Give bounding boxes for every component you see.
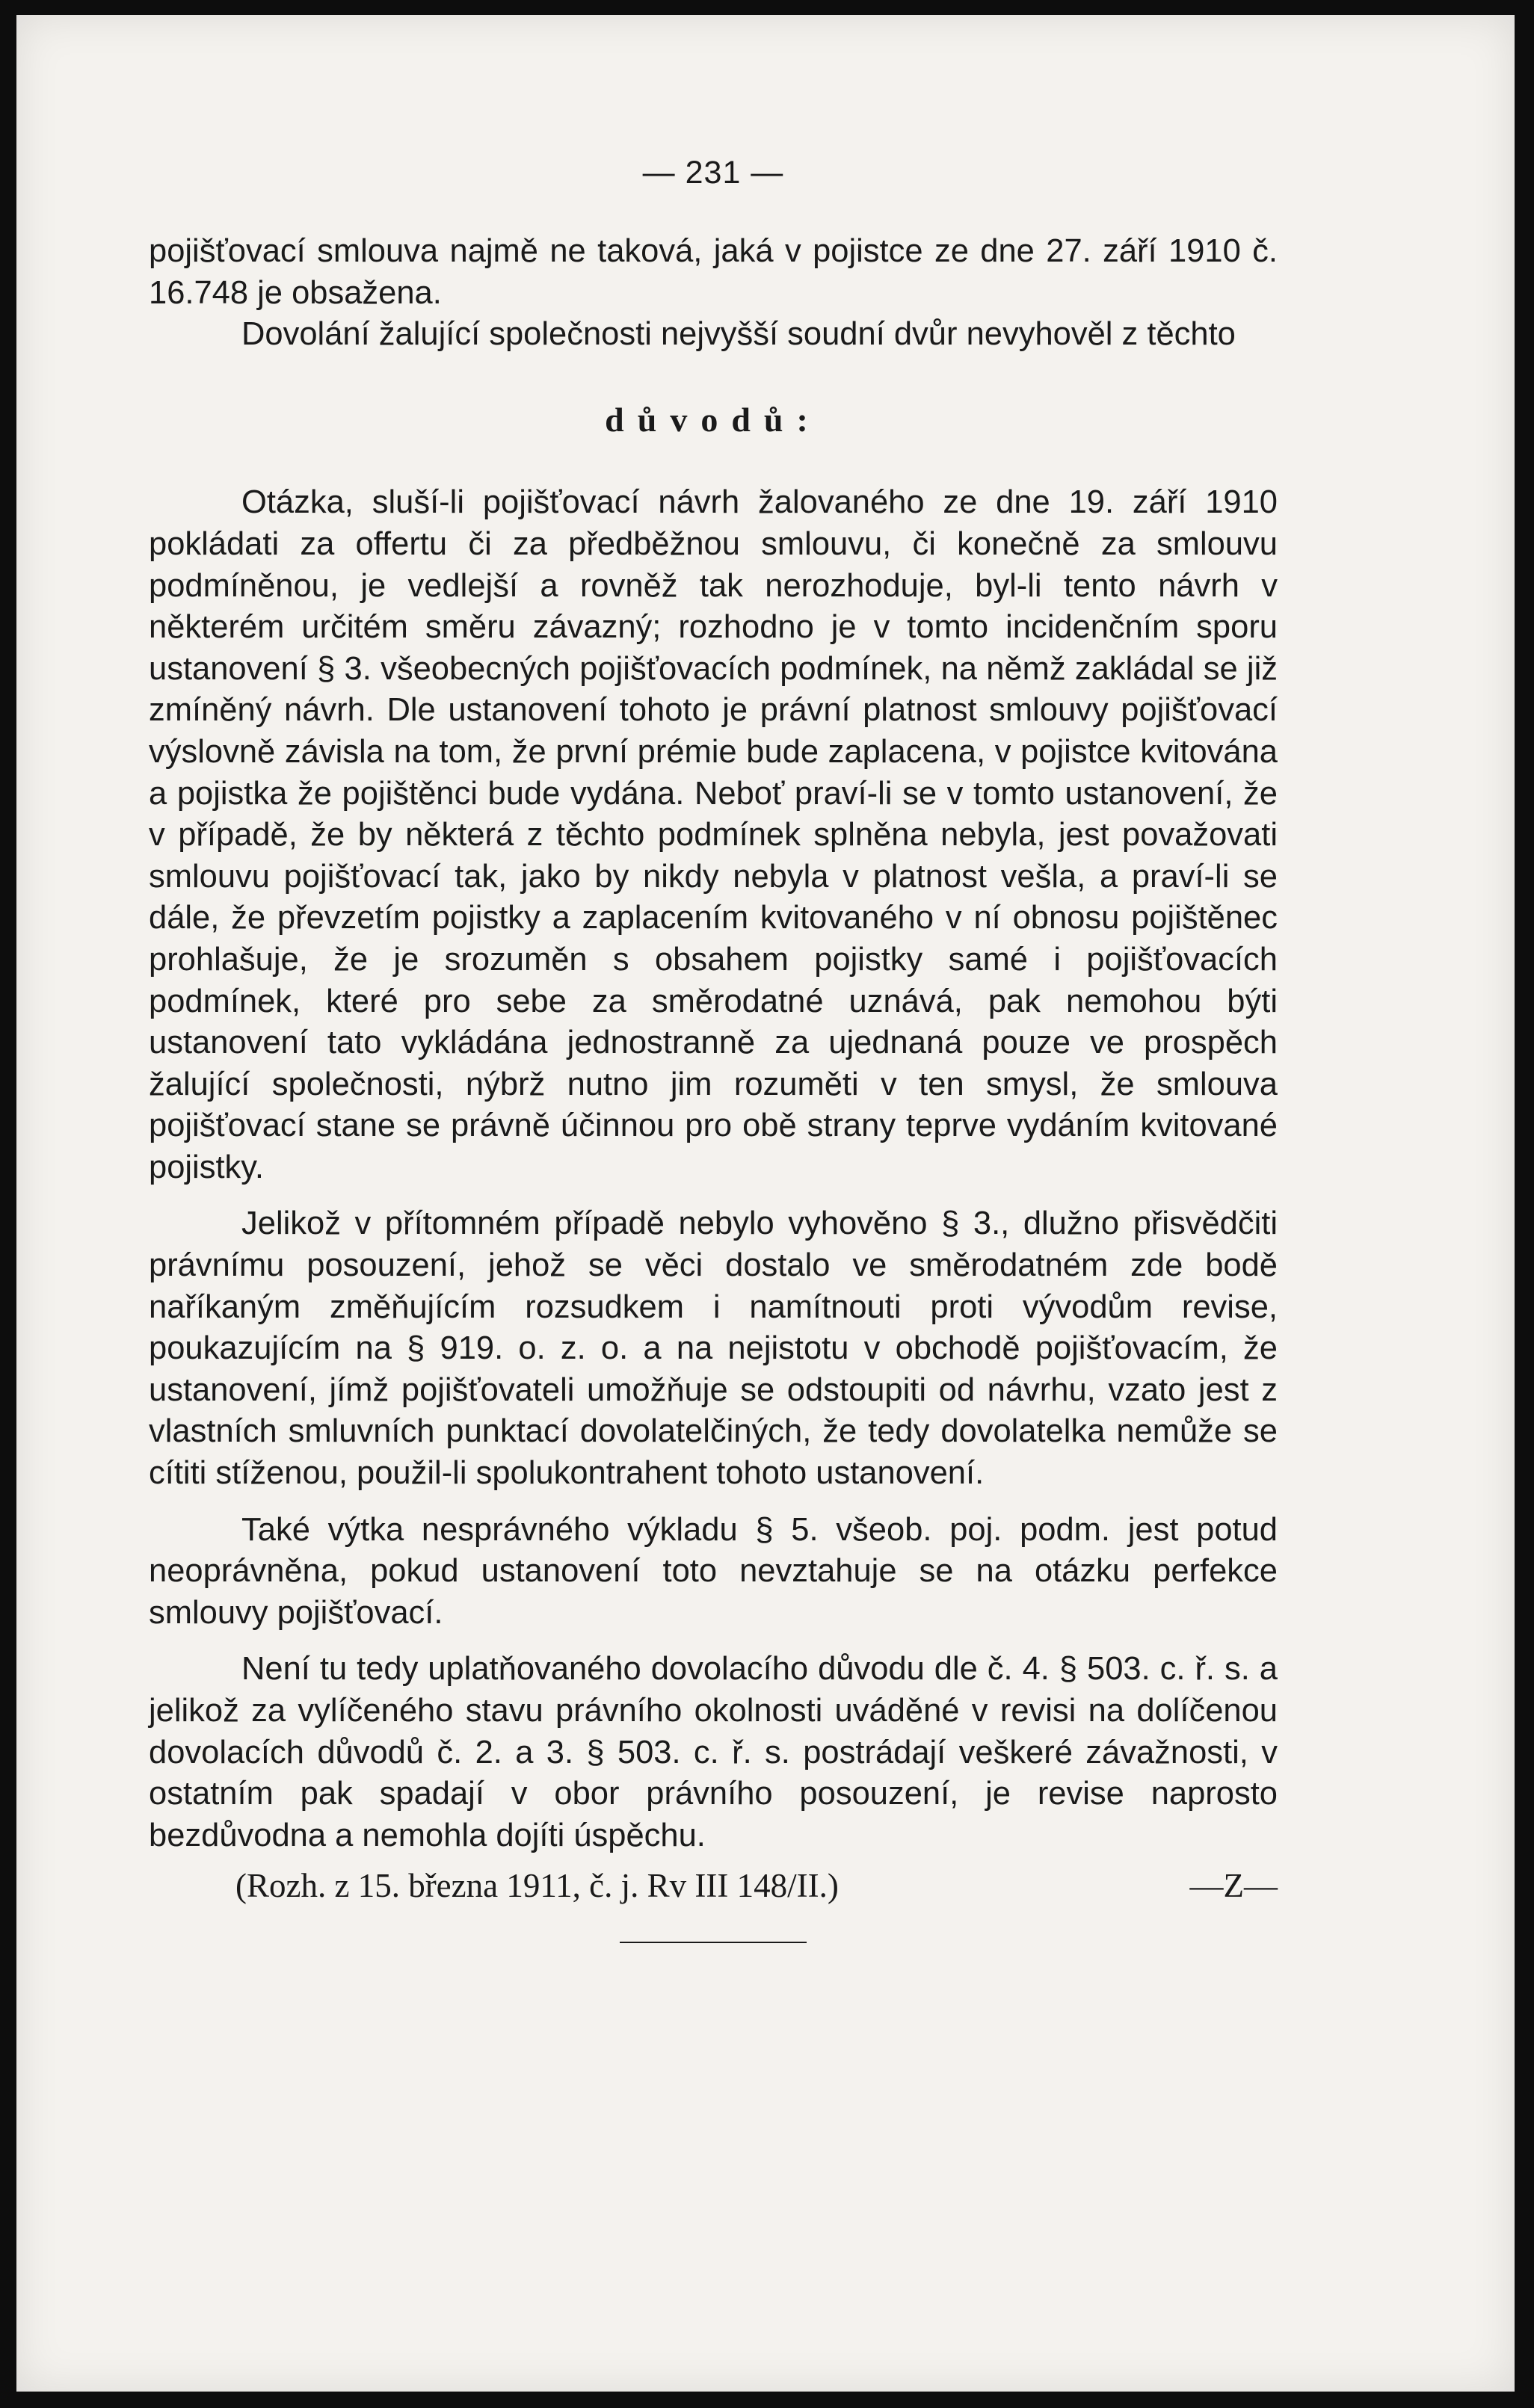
end-rule xyxy=(620,1942,807,1943)
paragraph-jelikoz: Jelikož v přítomném případě nebylo vyhověno § 3., dlužno přisvědčiti právnímu posouzení, jehož se věci dostalo ve směrodatném zde bodě naříkaným změňujícím rozsudkem i namítnouti proti vývodům revise, poukazujícím na § 919. o. z. o. a na nejistotu v obchodě pojišťovacím, že ustanovení, jímž pojišťovateli umožňuje se odstoupiti od návrhu, vzato jest z vlastních smluvních punktací dovolatelčiných, že tedy dovolatelka nemůže se cítiti stíženou, použil-li spolukontrahent tohoto ustanovení. xyxy=(149,1205,1278,1492)
paragraph-otazka: Otázka, sluší-li pojišťovací návrh žalovaného ze dne 19. září 1910 pokládati za offertu či za předběžnou smlouvu, či konečně za smlouvu podmíněnou, je vedlejší a rovněž tak nerozhoduje, byl-li tento návrh v některém určitém směru závazný; rozhodno je v tomto incidenčním sporu ustanovení § 3. všeobecných pojišťovacích podmínek, na němž zakládal se již zmíněný návrh. Dle ustanovení tohoto je právní platnost smlouvy pojišťovací výslovně závisla na tom, že první prémie bude zaplacena, v pojistce kvitována a pojistka že pojištěnci bude vydána. Neboť praví-li se v tomto ustanovení, že v případě, že by některá z těchto podmínek splněna nebyla, jest považovati smlouvu pojišťovací tak, jako by nikdy nebyla v platnost vešla, a praví-li se dále, že převzetím pojistky a zaplacením kvitovaného v ní obnosu pojištěnec prohlašuje, že je srozuměn s obsahem pojistky samé i pojišťovacích podmínek, které pro sebe za směrodatné uznává, pak nemohou býti ustanovení tato vykládána jednostranně za ujednaná pouze ve prospěch žalující společnosti, nýbrž nutno jim rozuměti v ten smysl, že smlouva pojišťovací stane se právně účinnou pro obě strany teprve vydáním kvitované pojistky. xyxy=(149,484,1278,1185)
paragraph-neni: Není tu tedy uplatňovaného dovolacího důvodu dle č. 4. § 503. c. ř. s. a jelikož za vylíčeného stavu právního okolnosti uváděné v revisi na dolíčenou dovolacích důvodů č. 2. a 3. § 503. c. ř. s. postrádají veškeré závažnosti, v ostatním pak spadají v obor právního posouzení, je revise naprosto bezdůvodna a nemohla dojíti úspěchu. xyxy=(149,1651,1278,1853)
section-heading: důvodů: xyxy=(605,400,822,439)
scanned-page xyxy=(16,15,1515,2392)
paragraph-dovolani: Dovolání žalující společnosti nejvyšší soudní dvůr nevyhověl z těchto xyxy=(241,316,1236,353)
decision-citation: (Rozh. z 15. března 1911, č. j. Rv III 148/II.) xyxy=(235,1867,839,1905)
paragraph-continuation: pojišťovací smlouva najmě ne taková, jaká v pojistce ze dne 27. září 1910 č. 16.748 je obsažena. xyxy=(149,233,1278,311)
author-signature: —Z— xyxy=(1189,1867,1278,1905)
paragraph-take: Také výtka nesprávného výkladu § 5. všeob. poj. podm. jest potud neoprávněna, pokud ustanovení toto nevztahuje se na otázku perfekce smlouvy pojišťovací. xyxy=(149,1511,1278,1631)
page-number: — 231 — xyxy=(642,155,784,191)
page-text xyxy=(149,153,1278,1943)
citation-line xyxy=(149,1865,1278,1907)
